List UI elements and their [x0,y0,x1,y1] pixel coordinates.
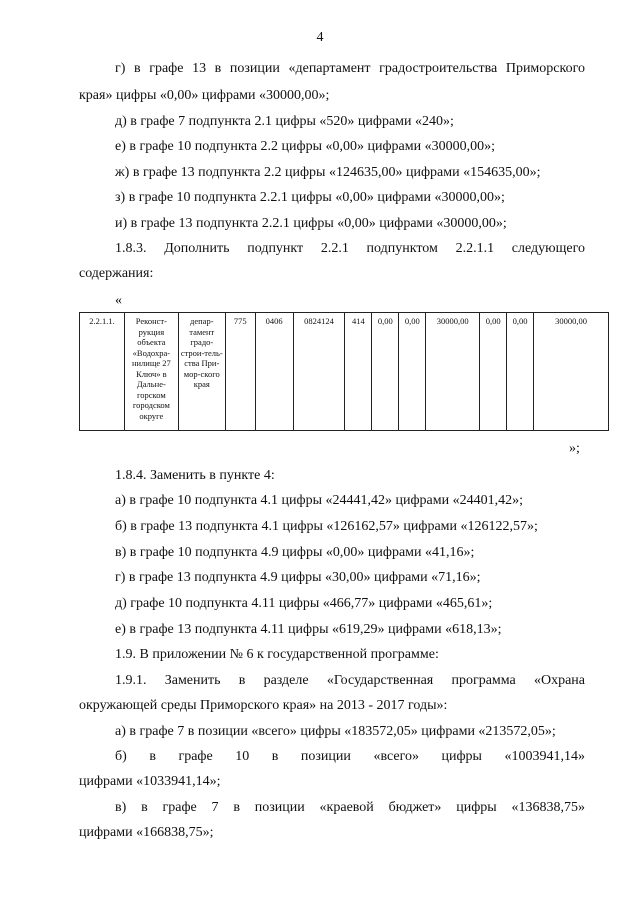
amendment-v-regional-line2: цифрами «166838,75»; [79,825,214,840]
cell-project: Реконст-рукция объекта «Водохра-нилище 27 Ключ» в Дальне-горском городском округе [124,313,178,431]
cell-col4: 775 [225,313,255,431]
page-number: 4 [316,30,324,45]
cell-col5: 0406 [255,313,293,431]
amendment-zh: ж) в графе 13 подпункта 2.2 цифры «124635,00» цифрами «154635,00»; [115,165,541,180]
amendment-e-4-11: е) в графе 13 подпункта 4.11 цифры «619,29» цифрами «618,13»; [115,622,502,637]
section-1-9: 1.9. В приложении № 6 к государственной программе: [115,647,439,662]
cell-col11: 0,00 [480,313,507,431]
cell-col6: 0824124 [293,313,345,431]
close-quote: »; [569,441,580,456]
section-1-9-1-line1: 1.9.1. Заменить в разделе «Государственная программа «Охрана [115,673,585,688]
cell-col13: 30000,00 [534,313,609,431]
section-1-9-1-line2: окружающей среды Приморского края» на 2013 - 2017 годы»: [79,698,448,713]
cell-col10: 30000,00 [426,313,480,431]
amendment-v-regional-line1: в) в графе 7 в позиции «краевой бюджет» цифры «136838,75» [115,800,585,815]
amendment-a-total: а) в графе 7 в позиции «всего» цифры «183572,05» цифрами «213572,05»; [115,724,556,739]
amendment-d-4-11: д) графе 10 подпункта 4.11 цифры «466,77» цифрами «465,61»; [115,596,493,611]
cell-number: 2.2.1.1. [80,313,125,431]
amendment-a-4-1: а) в графе 10 подпункта 4.1 цифры «24441,42» цифрами «24401,42»; [115,493,524,508]
amendment-b-4-1: б) в графе 13 подпункта 4.1 цифры «126162,57» цифрами «126122,57»; [115,519,538,534]
inserted-table [79,312,609,431]
cell-col9: 0,00 [399,313,426,431]
amendment-g-line1: г) в графе 13 в позиции «департамент градостроительства Приморского [115,61,585,76]
amendment-b-total-line2: цифрами «1033941,14»; [79,774,221,789]
cell-executor: депар-тамент градо-строи-тель-ства При-мор-ского края [178,313,225,431]
amendment-g-line2: края» цифры «0,00» цифрами «30000,00»; [79,88,330,103]
amendment-d: д) в графе 7 подпункта 2.1 цифры «520» цифрами «240»; [115,114,454,129]
amendment-b-total-line1: б) в графе 10 в позиции «всего» цифры «1003941,14» [115,749,585,764]
cell-col8: 0,00 [372,313,399,431]
amendment-i: и) в графе 13 подпункта 2.2.1 цифры «0,00» цифрами «30000,00»; [115,216,507,231]
section-1-8-4: 1.8.4. Заменить в пункте 4: [115,468,275,483]
amendment-e: е) в графе 10 подпункта 2.2 цифры «0,00» цифрами «30000,00»; [115,139,496,154]
table-row [80,313,609,431]
open-quote: « [115,293,122,308]
section-1-8-3-line2: содержания: [79,266,154,281]
cell-col12: 0,00 [507,313,534,431]
cell-col7: 414 [345,313,372,431]
section-1-8-3-line1: 1.8.3. Дополнить подпункт 2.2.1 подпунктом 2.2.1.1 следующего [115,241,585,256]
amendment-g-4-9: г) в графе 13 подпункта 4.9 цифры «30,00» цифрами «71,16»; [115,570,481,585]
amendment-v-4-9: в) в графе 10 подпункта 4.9 цифры «0,00» цифрами «41,16»; [115,545,475,560]
amendment-z: з) в графе 10 подпункта 2.2.1 цифры «0,00» цифрами «30000,00»; [115,190,505,205]
